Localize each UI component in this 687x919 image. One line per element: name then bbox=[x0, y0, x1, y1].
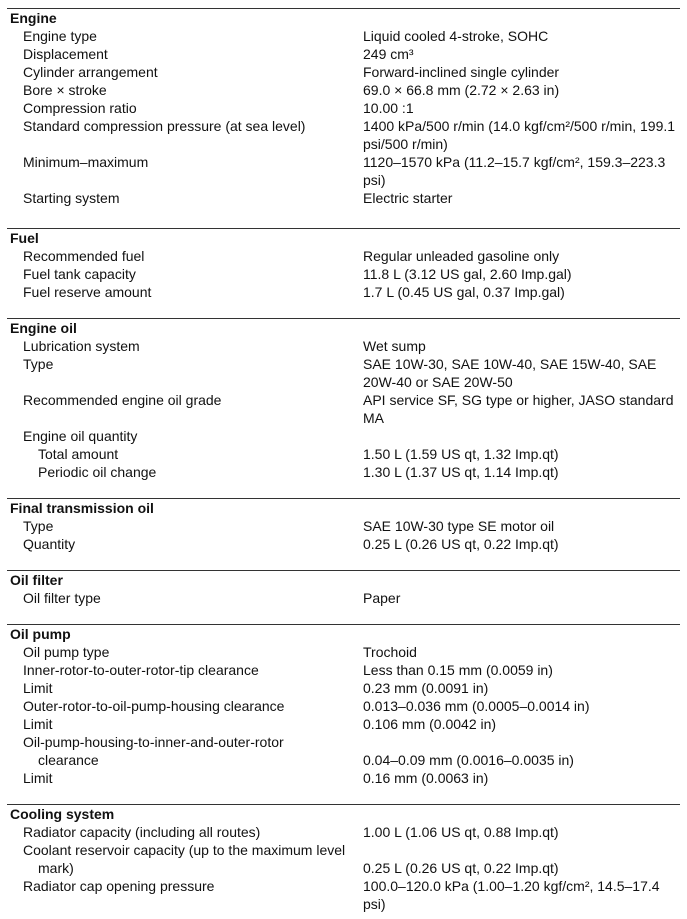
spec-row bbox=[7, 697, 680, 715]
spec-row bbox=[7, 355, 680, 391]
spec-row bbox=[7, 391, 680, 427]
section-title: Cooling system bbox=[7, 804, 680, 823]
spec-value: 0.106 mm (0.0042 in) bbox=[363, 716, 497, 732]
spec-label-continued: mark) bbox=[38, 860, 74, 876]
spec-label: Type bbox=[23, 356, 54, 372]
spec-value: Forward-inclined single cylinder bbox=[363, 64, 560, 80]
spec-label: Compression ratio bbox=[23, 100, 137, 116]
spec-row bbox=[7, 189, 680, 207]
spec-value: 0.16 mm (0.0063 in) bbox=[363, 770, 489, 786]
spec-label: Limit bbox=[23, 770, 53, 786]
section-engine bbox=[7, 8, 680, 207]
spec-label: Starting system bbox=[23, 190, 120, 206]
spec-row bbox=[7, 535, 680, 553]
spec-value: 10.00 :1 bbox=[363, 100, 414, 116]
spec-value: API service SF, SG type or higher, JASO standard MA bbox=[363, 392, 674, 426]
spec-row bbox=[7, 643, 680, 661]
spec-value: 1120–1570 kPa (11.2–15.7 kgf/cm², 159.3–223.3 psi) bbox=[363, 154, 666, 188]
spec-value: 0.25 L (0.26 US qt, 0.22 Imp.qt) bbox=[363, 536, 559, 552]
spec-value: 0.25 L (0.26 US qt, 0.22 Imp.qt) bbox=[363, 860, 559, 876]
spec-value: 11.8 L (3.12 US gal, 2.60 Imp.gal) bbox=[363, 266, 572, 282]
section-cooling-system bbox=[7, 804, 680, 913]
spec-label: Outer-rotor-to-oil-pump-housing clearance bbox=[23, 698, 285, 714]
section-fuel bbox=[7, 228, 680, 301]
spec-label: Minimum–maximum bbox=[23, 154, 149, 170]
spec-label: Recommended fuel bbox=[23, 248, 145, 264]
spec-label: Total amount bbox=[38, 446, 119, 462]
spec-value: Wet sump bbox=[363, 338, 426, 354]
spec-label: Oil filter type bbox=[23, 590, 101, 606]
spec-label: Radiator cap opening pressure bbox=[23, 878, 215, 894]
spec-row bbox=[7, 715, 680, 733]
section-title: Oil filter bbox=[7, 570, 680, 589]
spec-value: Less than 0.15 mm (0.0059 in) bbox=[363, 662, 553, 678]
section-oil-pump bbox=[7, 624, 680, 787]
spec-row bbox=[7, 823, 680, 841]
spec-label: Lubrication system bbox=[23, 338, 140, 354]
spec-label-continued: clearance bbox=[38, 752, 99, 768]
spec-row bbox=[7, 27, 680, 45]
spec-row bbox=[7, 445, 680, 463]
spec-row bbox=[7, 265, 680, 283]
section-title: Fuel bbox=[7, 228, 680, 247]
spec-row bbox=[7, 733, 680, 769]
spec-label: Radiator capacity (including all routes) bbox=[23, 824, 261, 840]
spec-row bbox=[7, 337, 680, 355]
spec-label: Fuel reserve amount bbox=[23, 284, 152, 300]
spec-value: 1.50 L (1.59 US qt, 1.32 Imp.qt) bbox=[363, 446, 559, 462]
spec-label: Periodic oil change bbox=[38, 464, 157, 480]
spec-row bbox=[7, 877, 680, 913]
spec-label: Displacement bbox=[23, 46, 108, 62]
spec-label: Inner-rotor-to-outer-rotor-tip clearance bbox=[23, 662, 259, 678]
spec-row bbox=[7, 841, 680, 877]
spec-value: 0.23 mm (0.0091 in) bbox=[363, 680, 489, 696]
section-oil-filter bbox=[7, 570, 680, 607]
spec-value: SAE 10W-30 type SE motor oil bbox=[363, 518, 555, 534]
spec-row bbox=[7, 45, 680, 63]
spec-label: Bore × stroke bbox=[23, 82, 107, 98]
spec-row bbox=[7, 589, 680, 607]
spec-label: Limit bbox=[23, 680, 53, 696]
spec-value: 69.0 × 66.8 mm (2.72 × 2.63 in) bbox=[363, 82, 560, 98]
spec-value: 1.7 L (0.45 US gal, 0.37 Imp.gal) bbox=[363, 284, 565, 300]
spec-value: 1.30 L (1.37 US qt, 1.14 Imp.qt) bbox=[363, 464, 559, 480]
section-final-transmission-oil bbox=[7, 498, 680, 553]
spec-label: Oil pump type bbox=[23, 644, 110, 660]
spec-label: Recommended engine oil grade bbox=[23, 392, 222, 408]
spec-value: Liquid cooled 4-stroke, SOHC bbox=[363, 28, 549, 44]
spec-row bbox=[7, 117, 680, 153]
spec-value: Trochoid bbox=[363, 644, 417, 660]
spec-row bbox=[7, 517, 680, 535]
spec-row bbox=[7, 81, 680, 99]
section-title: Engine oil bbox=[7, 318, 680, 337]
spec-value: Regular unleaded gasoline only bbox=[363, 248, 560, 264]
spec-row bbox=[7, 679, 680, 697]
spec-row bbox=[7, 63, 680, 81]
spec-value: 1400 kPa/500 r/min (14.0 kgf/cm²/500 r/min, 199.1 psi/500 r/min) bbox=[363, 118, 676, 152]
spec-label: Type bbox=[23, 518, 54, 534]
spec-value: SAE 10W-30, SAE 10W-40, SAE 15W-40, SAE 20W-40 or SAE 20W-50 bbox=[363, 356, 657, 390]
spec-row bbox=[7, 283, 680, 301]
spec-row bbox=[7, 99, 680, 117]
spec-row bbox=[7, 247, 680, 265]
spec-label: Cylinder arrangement bbox=[23, 64, 158, 80]
spec-label: Fuel tank capacity bbox=[23, 266, 136, 282]
spec-label: Engine oil quantity bbox=[23, 428, 138, 444]
spec-label: Oil-pump-housing-to-inner-and-outer-rotor bbox=[23, 734, 284, 750]
spec-label: Engine type bbox=[23, 28, 97, 44]
spec-value: 0.04–0.09 mm (0.0016–0.0035 in) bbox=[363, 752, 574, 768]
spec-label: Coolant reservoir capacity (up to the maximum level bbox=[23, 842, 346, 858]
section-title: Final transmission oil bbox=[7, 498, 680, 517]
spec-label: Standard compression pressure (at sea level) bbox=[23, 118, 306, 134]
spec-label: Quantity bbox=[23, 536, 76, 552]
spec-value: 249 cm³ bbox=[363, 46, 414, 62]
spec-value: 100.0–120.0 kPa (1.00–1.20 kgf/cm², 14.5–17.4 psi) bbox=[363, 878, 660, 912]
spec-label: Limit bbox=[23, 716, 53, 732]
spec-row bbox=[7, 463, 680, 481]
spec-row bbox=[7, 153, 680, 189]
spec-row bbox=[7, 661, 680, 679]
section-title: Oil pump bbox=[7, 624, 680, 643]
spec-row bbox=[7, 769, 680, 787]
section-title: Engine bbox=[7, 8, 680, 27]
spec-row bbox=[7, 427, 680, 445]
section-engine-oil bbox=[7, 318, 680, 481]
spec-value: 1.00 L (1.06 US qt, 0.88 Imp.qt) bbox=[363, 824, 559, 840]
spec-value: Paper bbox=[363, 590, 401, 606]
spec-value: 0.013–0.036 mm (0.0005–0.0014 in) bbox=[363, 698, 590, 714]
spec-value: Electric starter bbox=[363, 190, 453, 206]
